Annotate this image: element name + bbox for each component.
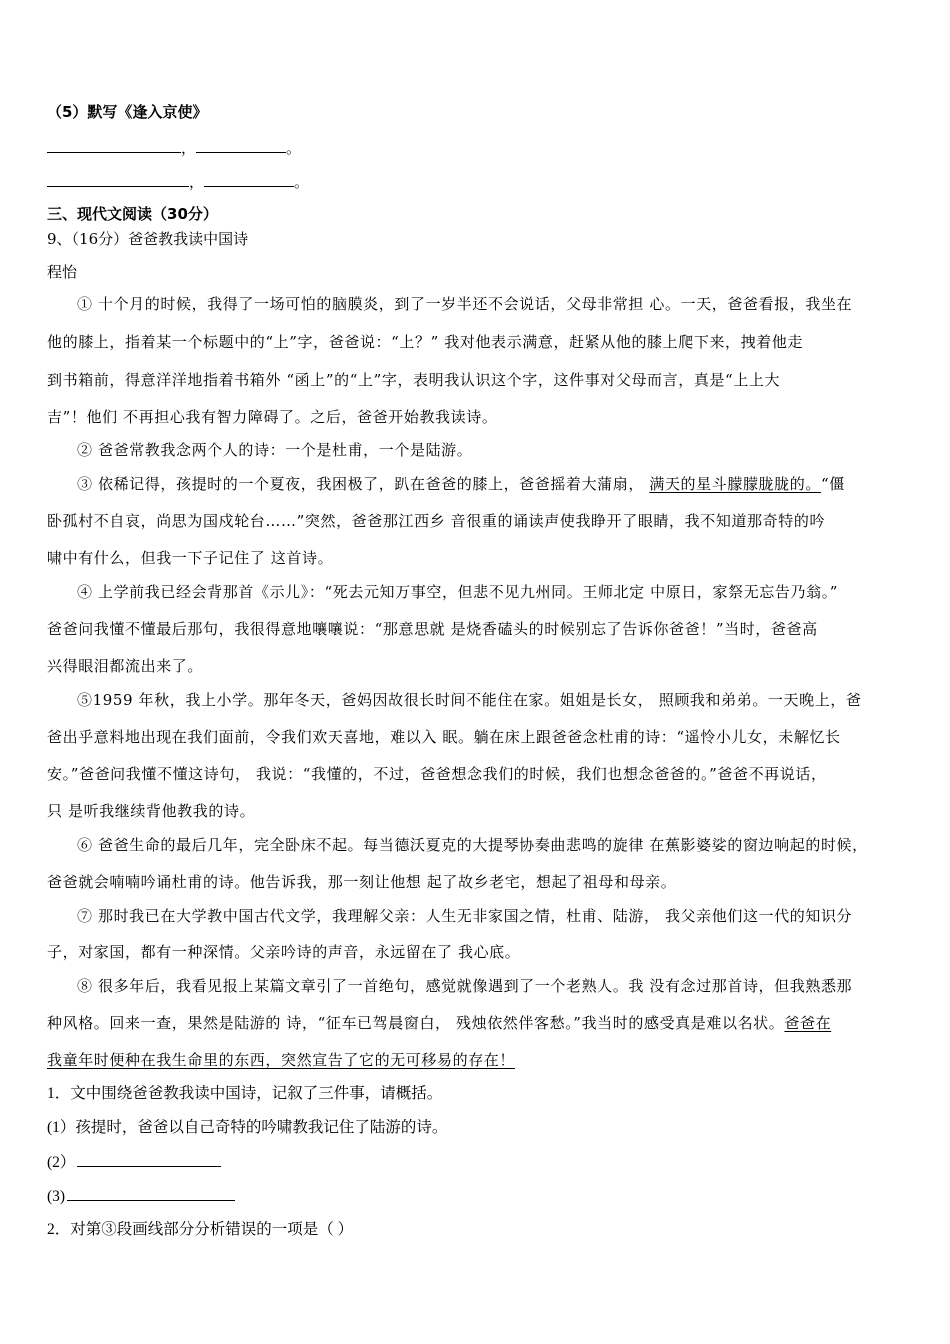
fill-blank[interactable] bbox=[204, 172, 294, 187]
comma: ， bbox=[189, 173, 205, 191]
answer-label: (3) bbox=[47, 1188, 66, 1205]
paragraph-5-line: ⑤1959 年秋，我上小学。那年冬天，爸妈因故很长时间不能住在家。姐姐是长女， 照顾我和弟弟。一天晚上，爸 bbox=[77, 691, 862, 709]
underlined-sentence: 满天的星斗朦朦胧胧的。 bbox=[649, 475, 821, 493]
underlined-sentence: 我童年时便种在我生命里的东西，突然宣告了它的无可移易的存在！ bbox=[47, 1051, 516, 1069]
paragraph-6-line: ⑥ 爸爸生命的最后几年，完全卧床不起。每当德沃夏克的大提琴协奏曲悲鸣的旋律 在蕉影婆娑的窗边响起的时候， bbox=[77, 836, 868, 854]
paragraph-6-line: 爸爸就会喃喃吟诵杜甫的诗。他告诉我，那一刻让他想 起了故乡老宅，想起了祖母和母亲。 bbox=[47, 873, 677, 891]
recitation-title: （5）默写《逢入京使》 bbox=[47, 103, 208, 121]
period: 。 bbox=[294, 173, 310, 191]
paragraph-5-line: 安。”爸爸问我懂不懂这诗句， 我说：“我懂的，不过，爸爸想念我们的时候，我们也想念爸爸的。”爸爸不再说话， bbox=[47, 765, 827, 783]
recitation-line-1 bbox=[47, 138, 301, 158]
fill-blank[interactable] bbox=[67, 1186, 235, 1201]
section-heading: 三、现代文阅读（30分） bbox=[47, 205, 218, 223]
question-1-answer-3 bbox=[47, 1186, 235, 1207]
paragraph-1-line: ① 十个月的时候，我得了一场可怕的脑膜炎，到了一岁半还不会说话，父母非常担 心。一天，爸爸看报，我坐在 bbox=[77, 295, 853, 313]
paragraph-3-line bbox=[77, 474, 845, 494]
comma: ， bbox=[181, 139, 197, 157]
paragraph-8-line bbox=[47, 1013, 831, 1033]
fill-blank[interactable] bbox=[47, 138, 181, 153]
paragraph-2-line: ② 爸爸常教我念两个人的诗：一个是杜甫，一个是陆游。 bbox=[77, 441, 473, 459]
paragraph-7-line: 子，对家国，都有一种深情。父亲吟诗的声音，永远留在了 我心底。 bbox=[47, 943, 521, 961]
fill-blank[interactable] bbox=[47, 172, 189, 187]
paragraph-1-line: 到书箱前，得意洋洋地指着书箱外 “函上”的“上”字，表明我认识这个字，这件事对父母而言，真是“上上大 bbox=[47, 371, 781, 389]
paragraph-4-line: 爸爸问我懂不懂最后那句，我很得意地嚷嚷说：“那意思就 是烧香磕头的时候别忘了告诉你爸爸！”当时，爸爸高 bbox=[47, 620, 818, 638]
paragraph-3-line: 啸中有什么，但我一下子记住了 这首诗。 bbox=[47, 549, 334, 567]
question-2: 2．对第③段画线部分分析错误的一项是（ ） bbox=[47, 1221, 354, 1238]
author-name: 程怡 bbox=[47, 263, 78, 281]
answer-label: (2） bbox=[47, 1154, 76, 1171]
paragraph-8-line bbox=[47, 1050, 515, 1070]
paragraph-4-line: 兴得眼泪都流出来了。 bbox=[47, 657, 204, 675]
underlined-sentence: 爸爸在 bbox=[784, 1014, 832, 1032]
paragraph-5-line: 爸出乎意料地出现在我们面前，令我们欢天喜地，难以入 眠。躺在床上跟爸爸念杜甫的诗：“遥怜小儿女，未解忆长 bbox=[47, 728, 841, 746]
paragraph-1-line: 他的膝上，指着某一个标题中的“上”字，爸爸说：“上？” 我对他表示满意，赶紧从他的膝上爬下来，拽着他走 bbox=[47, 333, 804, 351]
recitation-line-2 bbox=[47, 172, 309, 192]
paragraph-3-text: “僵 bbox=[820, 475, 845, 493]
paragraph-8-text: 种风格。回来一查，果然是陆游的 诗，“征车已驾晨窗白， 残烛依然伴客愁。”我当时的感受真是难以名状。 bbox=[47, 1014, 785, 1032]
paragraph-5-line: 只 是听我继续背他教我的诗。 bbox=[47, 802, 256, 820]
fill-blank[interactable] bbox=[196, 138, 286, 153]
question-1-answer-1: (1）孩提时，爸爸以自己奇特的吟啸教我记住了陆游的诗。 bbox=[47, 1119, 448, 1136]
paragraph-3-text: ③ 依稀记得，孩提时的一个夏夜，我困极了，趴在爸爸的膝上，爸爸摇着大蒲扇， bbox=[77, 475, 650, 493]
paragraph-4-line: ④ 上学前我已经会背那首《示儿》：“死去元知万事空，但悲不见九州同。王师北定 中原日，家祭无忘告乃翁。” bbox=[77, 583, 839, 601]
paragraph-3-line: 卧孤村不自哀，尚思为国戍轮台……”突然，爸爸那江西乡 音很重的诵读声使我睁开了眼睛，我不知道那奇特的吟 bbox=[47, 512, 826, 530]
question-1: 1．文中围绕爸爸教我读中国诗，记叙了三件事，请概括。 bbox=[47, 1085, 443, 1102]
fill-blank[interactable] bbox=[77, 1152, 221, 1167]
period: 。 bbox=[286, 139, 302, 157]
question-1-answer-2 bbox=[47, 1152, 221, 1173]
paragraph-1-line: 吉”！他们 不再担心我有智力障碍了。之后，爸爸开始教我读诗。 bbox=[47, 408, 498, 426]
paragraph-8-line: ⑧ 很多年后，我看见报上某篇文章引了一首绝句，感觉就像遇到了一个老熟人。我 没有念过那首诗，但我熟悉那 bbox=[77, 977, 853, 995]
question-9-title: 9、（16分）爸爸教我读中国诗 bbox=[47, 230, 249, 248]
paragraph-7-line: ⑦ 那时我已在大学教中国古代文学，我理解父亲：人生无非家国之情，杜甫、陆游， 我父亲他们这一代的知识分 bbox=[77, 907, 853, 925]
